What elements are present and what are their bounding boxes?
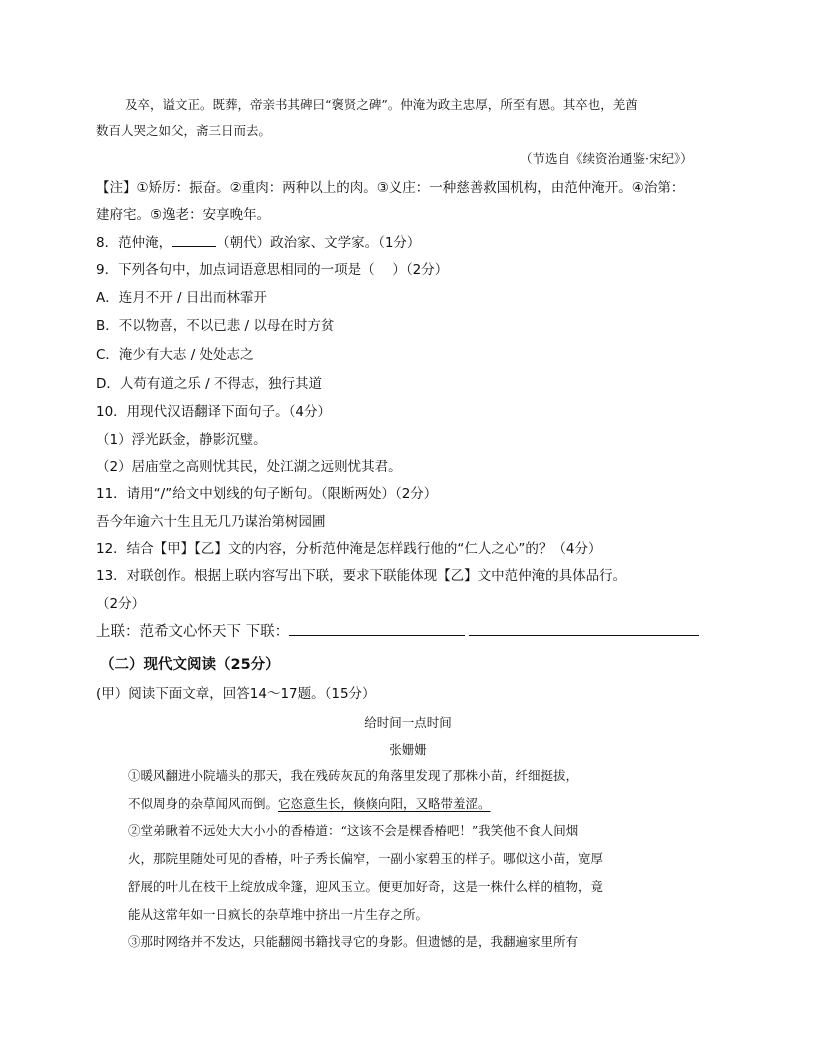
couplet-upper: 上联：范希文心怀天下: [96, 624, 241, 640]
question-9-stem: 9．下列各句中，加点词语意思相同的一项是（ ）（2分）: [96, 262, 449, 278]
passage-end-line1: 及卒，谥文正。既葬，帝亲书其碑曰“褒贤之碑”。仲淹为政主忠厚，所至有恩。其卒也，羌酋: [125, 97, 638, 112]
question-12-stem: 12．结合【甲】【乙】文的内容，分析范仲淹是怎样践行他的“仁人之心”的？（4分）: [96, 541, 602, 557]
q9-option-b: B．不以物喜，不以已悲 / 以母在时方贫: [96, 318, 335, 334]
couplet-lower-label: 下联：: [245, 624, 290, 640]
notes-line1: 【注】①矫厉：振奋。②重肉：两种以上的肉。③义庄：一种慈善救国机构，由范仲淹开。④治第：: [96, 180, 685, 196]
q10-item-1: （1）浮光跃金，静影沉璧。: [96, 432, 267, 448]
q9-option-d: D．人苟有道之乐 / 不得志，独行其道: [96, 376, 323, 392]
section-2-part-a: (甲）阅读下面文章，回答14～17题。（15分）: [96, 686, 376, 702]
couplet-line: [96, 622, 699, 642]
q8-prefix: 8．范仲淹，: [96, 235, 173, 251]
q8-answer-blank[interactable]: [172, 233, 216, 247]
question-10-stem: 10．用现代汉语翻译下面句子。（4分）: [96, 404, 332, 420]
article-p2-line2: 火，那院里随处可见的香椿，叶子秀长偏窄，一副小家碧玉的样子。哪似这小苗，宽厚: [128, 851, 604, 866]
q13-score: （2分）: [96, 596, 146, 612]
p1-underlined-sentence: 它恣意生长，倏倏向阳，又略带羞涩。: [278, 796, 491, 811]
question-13-stem: 13．对联创作。根据上联内容写出下联，要求下联能体现【乙】文中范仲淹的具体品行。: [96, 568, 627, 584]
q10-item-2: （2）居庙堂之高则忧其民，处江湖之远则忧其君。: [96, 459, 402, 475]
article-p2-line3: 舒展的叶儿在枝干上绽放成伞篷，迎风玉立。便更加好奇，这是一株什么样的植物，竟: [128, 879, 604, 894]
article-title: 给时间一点时间: [364, 715, 452, 730]
q9-option-a: A．连月不开 / 日出而林霏开: [96, 290, 267, 306]
article-p1-line2: [128, 795, 491, 813]
article-author: 张姗姗: [389, 742, 427, 757]
section-2-title: （二）现代文阅读（25分）: [100, 657, 280, 673]
q9-option-c: C．淹少有大志 / 处处志之: [96, 347, 254, 363]
notes-line2: 建府宅。⑤逸老：安享晚年。: [96, 207, 271, 223]
q8-suffix: （朝代）政治家、文学家。（1分）: [216, 235, 421, 251]
passage-source: （节选自《续资治通鉴·宋纪》）: [520, 151, 693, 166]
couplet-answer-blank-2[interactable]: [469, 622, 699, 636]
article-p1-line1: ①暖风翻进小院墙头的那天，我在残砖灰瓦的角落里发现了那株小苗，纤细挺拔，: [128, 768, 579, 783]
question-11-stem: 11．请用“/”给文中划线的句子断句。（限断两处）（2分）: [96, 486, 438, 502]
p1-line2-plain: 不似周身的杂草闻风而倒。: [128, 796, 279, 811]
article-p3-line1: ③那时网络并不发达，只能翻阅书籍找寻它的身影。但遗憾的是，我翻遍家里所有: [128, 934, 579, 949]
couplet-answer-blank-1[interactable]: [289, 622, 465, 636]
passage-end-line2: 数百人哭之如父，斋三日而去。: [96, 123, 272, 138]
q11-sentence: 吾今年逾六十生且无几乃谋治第树园圃: [96, 514, 326, 530]
article-p2-line4: 能从这常年如一日疯长的杂草堆中挤出一片生存之所。: [128, 907, 429, 922]
article-p2-line1: ②堂弟瞅着不远处大大小小的香椿道：“这该不会是棵香椿吧！”我笑他不食人间烟: [128, 823, 579, 838]
question-8: [96, 233, 420, 252]
